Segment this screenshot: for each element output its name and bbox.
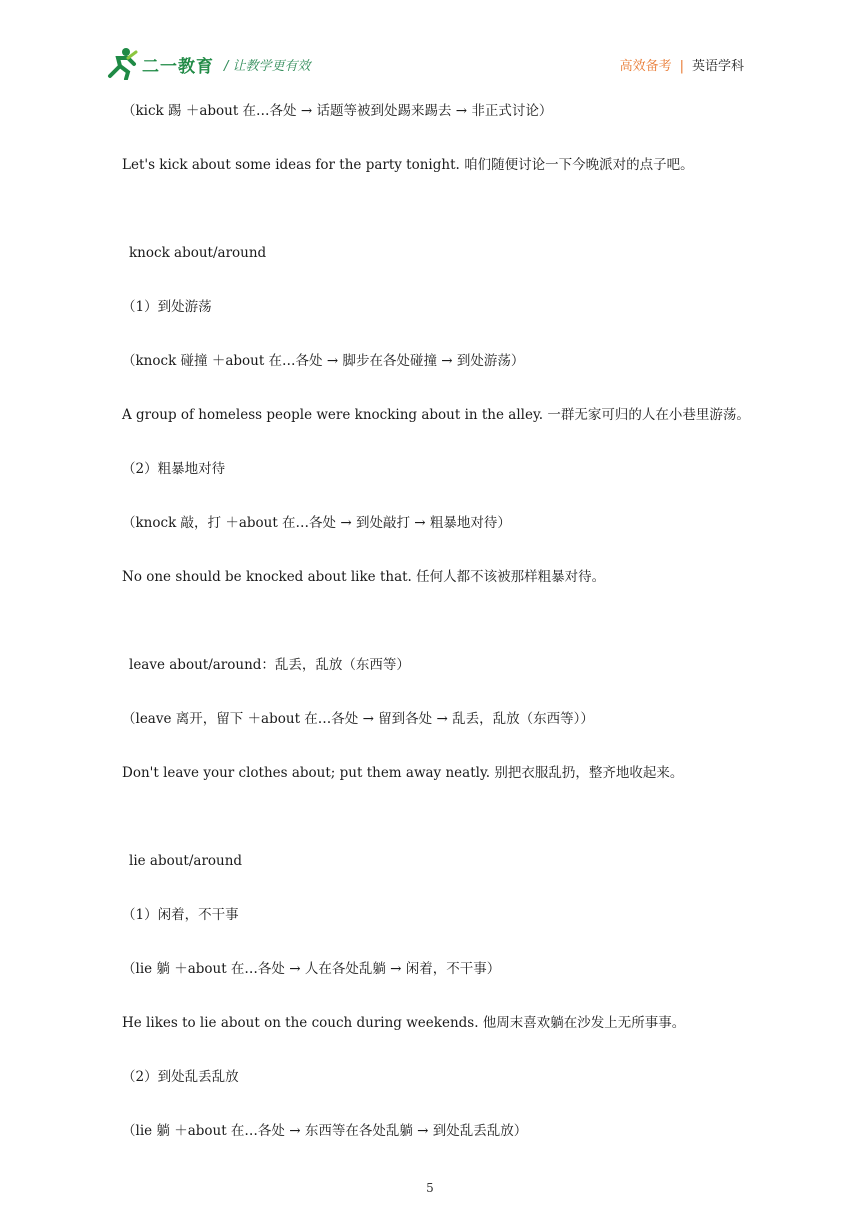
text-line: （lie 躺 ＋about 在…各处 → 人在各处乱躺 → 闲着，不干事）	[122, 961, 501, 977]
slogan: / 让教学更有效	[224, 59, 311, 74]
page-number: 5	[426, 1181, 434, 1195]
text-line: （1）到处游荡	[122, 299, 212, 315]
text-line: （lie 躺 ＋about 在…各处 → 东西等在各处乱躺 → 到处乱丢乱放）	[122, 1123, 528, 1139]
text-line: lie about/around	[129, 853, 243, 869]
text-line: （kick 踢 ＋about 在…各处 → 话题等被到处踢来踢去 → 非正式讨论）	[122, 103, 553, 119]
text-line: （knock 碰撞 ＋about 在…各处 → 脚步在各处碰撞 → 到处游荡）	[122, 353, 525, 369]
header-subject: 英语学科	[691, 59, 744, 74]
text-line: （leave 离开，留下 ＋about 在…各处 → 留到各处 → 乱丢，乱放（东西等））	[122, 711, 594, 727]
text-line: A group of homeless people were knocking about in the alley. 一群无家可归的人在小巷里游荡。	[122, 407, 750, 423]
text-line: （2）粗暴地对待	[122, 461, 226, 477]
page-header	[0, 0, 860, 90]
runner-logo-icon	[106, 46, 142, 80]
logo	[106, 46, 236, 82]
text-line: （1）闲着，不干事	[122, 907, 239, 923]
header-tag: 高效备考	[619, 59, 672, 74]
text-line: knock about/around	[129, 245, 267, 261]
logo-text: 二一教育	[142, 57, 214, 77]
text-line: （2）到处乱丢乱放	[122, 1069, 239, 1085]
header-separator: |	[679, 59, 684, 74]
header-right	[620, 55, 744, 74]
text-line: No one should be knocked about like that. 任何人都不该被那样粗暴对待。	[122, 569, 606, 585]
text-line: leave about/around：乱丢，乱放（东西等）	[129, 657, 410, 673]
text-line: He likes to lie about on the couch during weekends. 他周末喜欢躺在沙发上无所事事。	[122, 1015, 686, 1031]
text-line: Let's kick about some ideas for the party tonight. 咱们随便讨论一下今晚派对的点子吧。	[122, 157, 694, 173]
text-line: （knock 敲，打 ＋about 在…各处 → 到处敲打 → 粗暴地对待）	[122, 515, 511, 531]
text-line: Don't leave your clothes about; put them away neatly. 别把衣服乱扔，整齐地收起来。	[122, 765, 684, 781]
